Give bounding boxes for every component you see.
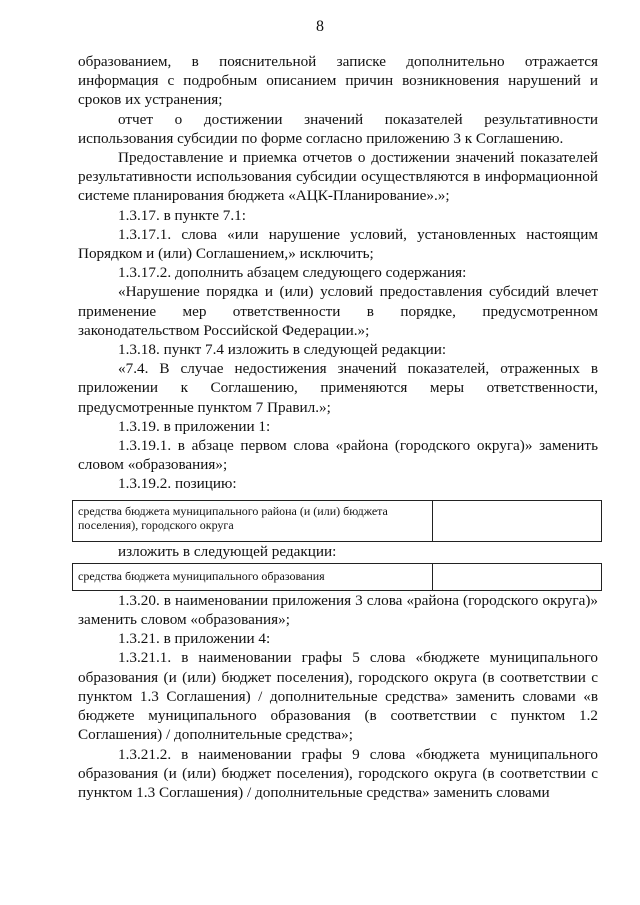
new-position-cell: средства бюджета муниципального образования: [73, 564, 433, 590]
paragraph: 1.3.17.1. слова «или нарушение условий, установленных настоящим Порядком и (или) Соглашением,» исключить;: [78, 225, 598, 263]
paragraph: 1.3.21.2. в наименовании графы 9 слова «бюджета муниципального образования (и (или) бюджет поселения), городского округа (в соответствии с пунктом 1.3 Соглашения) / дополнительные средства» заменить словами: [78, 745, 598, 801]
paragraph: 1.3.21.1. в наименовании графы 5 слова «бюджете муниципального образования (и (или) бюджет поселения), городского округа (в соответствии с пунктом 1.3 Соглашения) / дополнительные средства» заменить словами «в бюджете муниципального образования (в соответствии с пунктом 1.2 Соглашения) / дополнительные средства»;: [78, 649, 598, 744]
paragraph: отчет о достижении значений показателей результативности использования субсидии по форме согласно приложению 3 к Соглашению.: [78, 110, 598, 147]
paragraph: 1.3.17.2. дополнить абзацем следующего содержания:: [118, 264, 467, 282]
paragraph: изложить в следующей редакции:: [118, 542, 337, 560]
paragraph: «Нарушение порядка и (или) условий предоставления субсидий влечет применение мер ответственности в порядке, предусмотренном законодательством Российской Федерации.»;: [78, 283, 598, 339]
new-position-table: [72, 563, 602, 591]
document-body: [78, 52, 598, 802]
page-number: 8: [316, 18, 324, 35]
empty-cell: [433, 564, 601, 590]
paragraph: 1.3.19.2. позицию:: [118, 475, 237, 493]
paragraph: 1.3.19. в приложении 1:: [118, 417, 271, 435]
paragraph: 1.3.20. в наименовании приложения 3 слова «района (городского округа)» заменить словом «образования»;: [78, 591, 598, 629]
paragraph: «7.4. В случае недостижения значений показателей, отраженных в приложении к Соглашению, применяются меры ответственности, предусмотренные пунктом 7 Правил.»;: [78, 360, 598, 416]
paragraph: 1.3.21. в приложении 4:: [118, 630, 271, 648]
paragraph: 1.3.18. пункт 7.4 изложить в следующей редакции:: [118, 341, 447, 359]
old-position-cell: средства бюджета муниципального района (и (или) бюджета поселения), городского округа: [73, 501, 433, 541]
empty-cell: [433, 501, 601, 541]
paragraph: 1.3.19.1. в абзаце первом слова «района (городского округа)» заменить словом «образования»;: [78, 437, 598, 474]
old-position-table: [72, 500, 602, 542]
paragraph: образованием, в пояснительной записке дополнительно отражается информация с подробным описанием причин возникновения нарушений и сроков их устранения;: [78, 53, 598, 109]
paragraph: Предоставление и приемка отчетов о достижении значений показателей результативности использования субсидии осуществляются в информационной системе планирования бюджета «АЦК-Планирование».»;: [78, 149, 598, 205]
paragraph: 1.3.17. в пункте 7.1:: [118, 206, 246, 224]
